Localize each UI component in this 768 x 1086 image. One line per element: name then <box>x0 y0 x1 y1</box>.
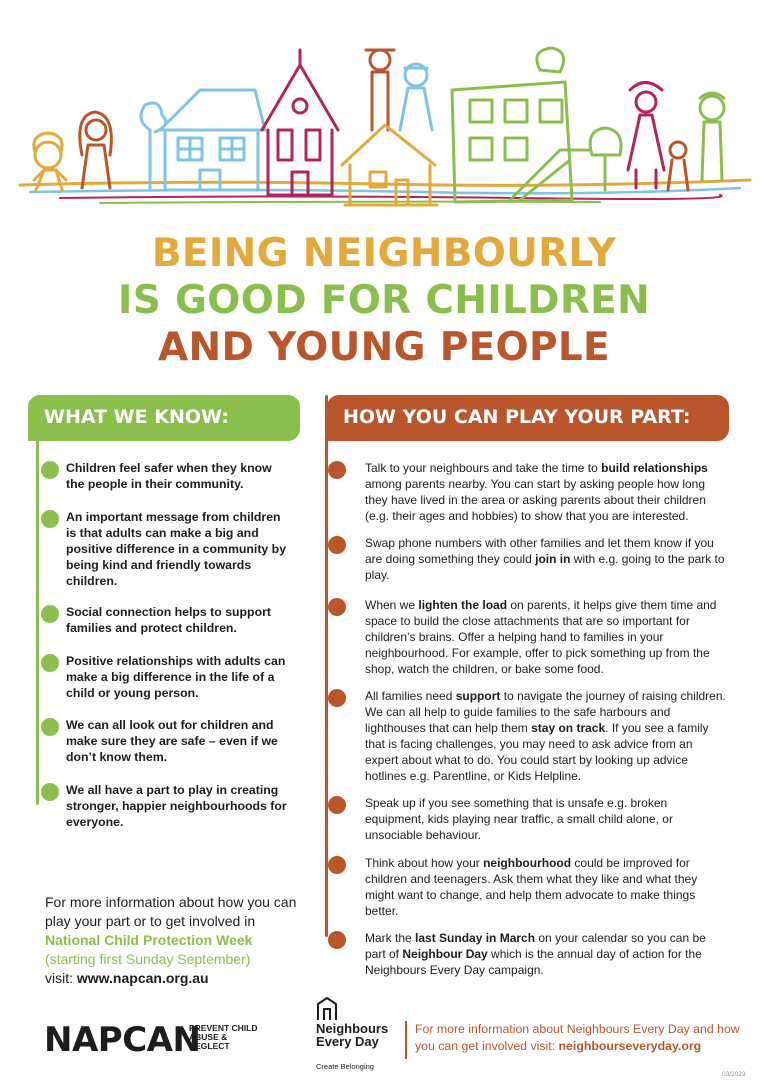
divider <box>405 1021 407 1059</box>
bullet-dot <box>41 654 59 672</box>
house-outline-icon <box>316 996 338 1022</box>
bullet-dot <box>328 856 346 874</box>
napcan-link[interactable]: www.napcan.org.au <box>76 970 209 986</box>
title-line-1: BEING NEIGHBOURLY <box>151 231 617 276</box>
title-line-2: IS GOOD FOR CHILDREN <box>117 278 651 323</box>
napcan-logo: NAPCAN <box>44 1020 201 1060</box>
play-item: Swap phone numbers with other families and let them know if you are doing something they could join in with e.g. going to the park to play. <box>328 535 728 583</box>
bullet-dot <box>41 461 59 479</box>
bullet-dot <box>41 718 59 736</box>
play-item: When we lighten the load on parents, it helps give them time and space to build the close attachments that are so important for children’s brains. Offer a helping hand to families in your neighbourhood. For example, offer to pick something up from the shop, watch the children, or bake some food. <box>328 597 728 677</box>
bullet-dot <box>328 796 346 814</box>
play-item: Think about how your neighbourhood could be improved for children and teenagers. Ask them what they like and what they might want to change, and help them advocate to make things better. <box>328 855 728 919</box>
bullet-dot <box>328 536 346 554</box>
play-item: Talk to your neighbours and take the time to build relationships among parents nearby. You can start by asking people how long they have lived in the area or asking parents about their children (e.g. their ages and hobbies) to show that you are interested. <box>328 460 728 524</box>
what-we-know-rail <box>36 395 39 805</box>
date-code: 03/2023 <box>722 1071 746 1078</box>
bullet-dot <box>41 510 59 528</box>
napcan-tagline: PREVENT CHILD ABUSE & NEGLECT <box>189 1023 258 1051</box>
bullet-dot <box>328 598 346 616</box>
ned-link[interactable]: neighbourseveryday.org <box>558 1039 702 1053</box>
play-item: All families need support to navigate the journey of raising children. We can all help to guide families to the safe harbours and lighthouses that can help them stay on track. If you see a family that is facing challenges, you may need to ask advice from an expert about what to do. You could start by looking up advice hotlines e.g. Parentline, or Kids Helpline. <box>328 688 728 784</box>
know-item: Social connection helps to support families and protect children. <box>40 604 290 636</box>
how-you-can-play-heading: HOW YOU CAN PLAY YOUR PART: <box>327 395 729 441</box>
play-item: Speak up if you see something that is unsafe e.g. broken equipment, kids playing near traffic, a small child alone, or unsociable behaviour. <box>328 795 728 843</box>
know-item: Children feel safer when they know the people in their community. <box>40 460 290 492</box>
bullet-dot <box>328 461 346 479</box>
ned-logo-name: Neighbours Every Day <box>316 1021 389 1049</box>
know-item: We all have a part to play in creating stronger, happier neighbourhoods for everyone. <box>40 782 290 830</box>
title-line-3: AND YOUNG PEOPLE <box>158 325 610 370</box>
ned-tagline: Create Belonging <box>316 1062 374 1071</box>
play-item: Mark the last Sunday in March on your calendar so you can be part of Neighbour Day which is the annual day of action for the Neighbours Every Day campaign. <box>328 930 728 978</box>
neighbourhood-illustration <box>0 30 768 230</box>
know-item: An important message from children is that adults can make a big and positive difference in a community by being kind and friendly towards children. <box>40 509 290 589</box>
campaign-name: National Child Protection Week <box>45 932 253 948</box>
what-we-know-heading: WHAT WE KNOW: <box>28 395 300 441</box>
bullet-dot <box>328 931 346 949</box>
know-item: Positive relationships with adults can make a big difference in the life of a child or young person. <box>40 653 290 701</box>
more-info-block: For more information about how you can play your part or to get involved in National Child Protection Week (starting first Sunday September) visit: www.napcan.org.au <box>45 894 297 986</box>
page-title <box>0 230 768 371</box>
bullet-dot <box>41 605 59 623</box>
bullet-dot <box>41 783 59 801</box>
ned-info-text: For more information about Neighbours Every Day and how you can get involved visit: neighbourseveryday.org <box>415 1022 740 1053</box>
bullet-dot <box>328 689 346 707</box>
know-item: We can all look out for children and make sure they are safe – even if we don’t know them. <box>40 717 290 765</box>
